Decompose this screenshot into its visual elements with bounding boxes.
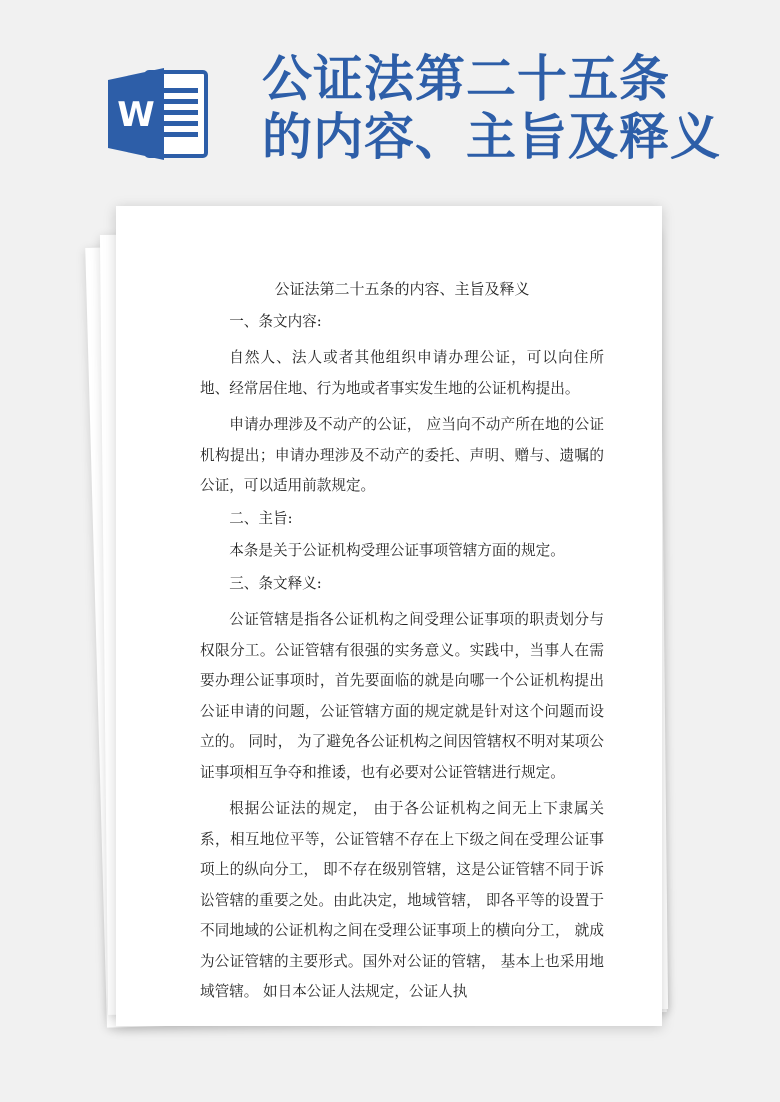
document-page: [116, 206, 662, 1026]
paragraph: 申请办理涉及不动产的公证， 应当向不动产所在地的公证机构提出；申请办理涉及不动产的委托、声明、赠与、遗嘱的公证，可以适用前款规定。: [200, 416, 604, 494]
svg-text:W: W: [117, 95, 155, 135]
paragraph: 根据公证法的规定， 由于各公证机构之间无上下隶属关系，相互地位平等，公证管辖不存在上下级之间在受理公证事项上的纵向分工， 即不存在级别管辖，这是公证管辖不同于诉讼管辖的重要之处。由此决定，地域管辖， 即各平等的设置于不同地域的公证机构之间在受理公证事项上的横向分工， 就成为公证管辖的主要形式。国外对公证的管辖， 基本上也采用地域管辖。 如日本公证人法规定，公证人执: [200, 800, 604, 1000]
title-line-1: 公证法第二十五条: [262, 50, 670, 108]
paragraph: 本条是关于公证机构受理公证事项管辖方面的规定。: [229, 542, 565, 559]
section-heading-purpose: 二、主旨:: [229, 509, 293, 527]
header: [0, 0, 780, 200]
section-heading-interpretation: 三、条文释义:: [229, 574, 322, 592]
section-heading-content: 一、条文内容:: [229, 312, 322, 330]
paragraph: 自然人、法人或者其他组织申请办理公证，可以向住所地、经常居住地、行为地或者事实发生地的公证机构提出。: [200, 349, 604, 397]
title-line-2: 的内容、主旨及释义: [262, 108, 721, 166]
document-title: 公证法第二十五条的内容、主旨及释义: [274, 280, 530, 298]
page-title: [262, 50, 772, 166]
word-document-icon: [108, 68, 208, 160]
document-body: [200, 274, 604, 1008]
paragraph: 公证管辖是指各公证机构之间受理公证事项的职责划分与权限分工。公证管辖有很强的实务意义。实践中，当事人在需要办理公证事项时，首先要面临的就是向哪一个公证机构提出公证申请的问题，公证管辖方面的规定就是针对这个问题而设立的。 同时， 为了避免各公证机构之间因管辖权不明对某项公证事项相互争夺和推诿，也有必要对公证管辖进行规定。: [200, 611, 604, 781]
